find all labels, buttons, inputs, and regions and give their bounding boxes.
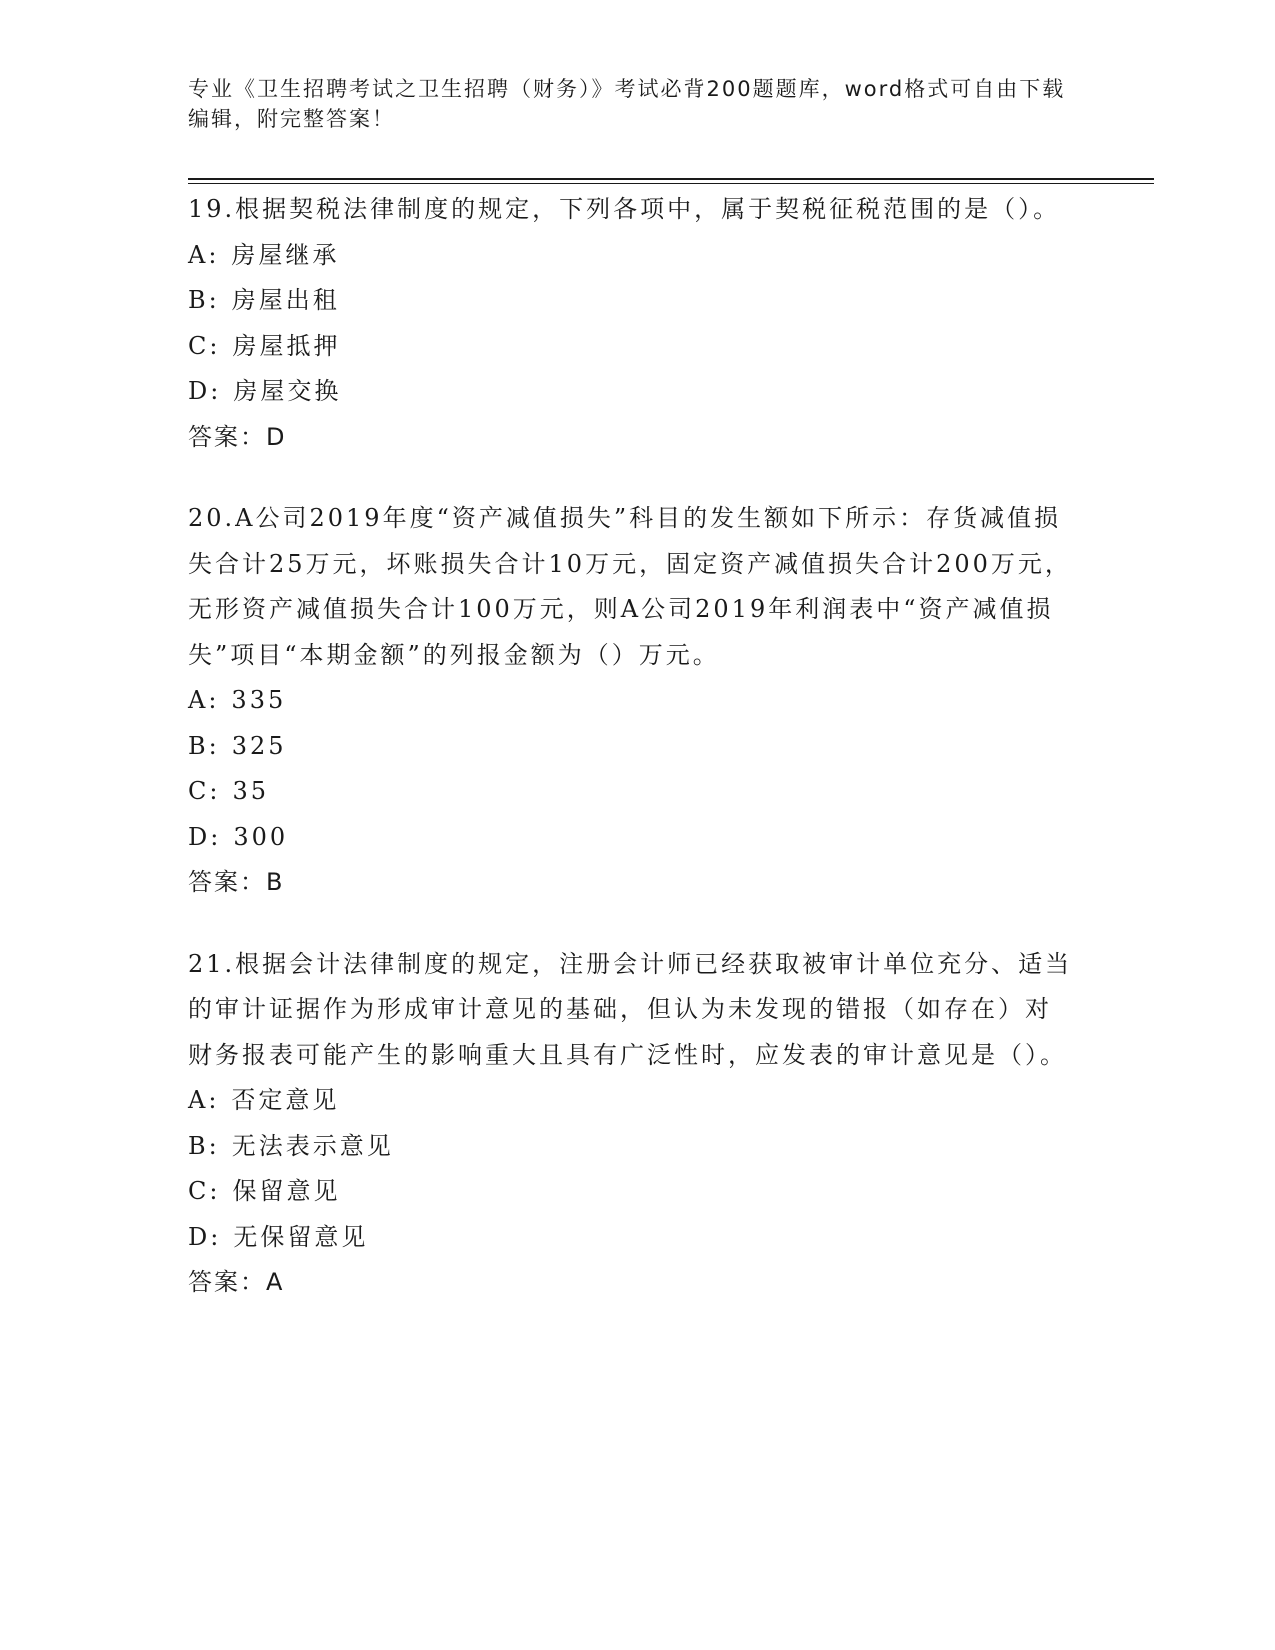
option-letter: C: xyxy=(188,331,221,360)
option-letter: C: xyxy=(188,777,221,805)
document-header: 专业《卫生招聘考试之卫生招聘（财务）》考试必背200题题库，word格式可自由下载编辑，附完整答案！ xyxy=(188,77,1066,131)
option-letter: A: xyxy=(188,1086,220,1114)
option-text: 保留意见 xyxy=(232,1177,341,1205)
option-a xyxy=(188,678,1078,724)
option-b xyxy=(188,1124,1078,1170)
option-text: 35 xyxy=(232,777,269,805)
option-text: 335 xyxy=(231,686,287,714)
option-text: 房屋抵押 xyxy=(232,331,341,360)
answer: 答案：D xyxy=(188,422,287,451)
option-letter: A: xyxy=(188,686,220,714)
option-letter: D: xyxy=(188,822,222,851)
option-d xyxy=(188,1215,1078,1261)
option-text: 无保留意见 xyxy=(233,1222,369,1251)
option-text: 房屋交换 xyxy=(233,377,342,405)
option-text: 325 xyxy=(231,731,287,760)
option-d xyxy=(188,369,1078,415)
option-letter: D: xyxy=(188,1222,222,1251)
question-19 xyxy=(188,187,1078,460)
question-20 xyxy=(188,496,1078,906)
option-letter: B: xyxy=(188,731,220,760)
option-letter: C: xyxy=(188,1177,221,1205)
option-c xyxy=(188,324,1078,370)
option-letter: D: xyxy=(188,377,222,405)
question-21 xyxy=(188,942,1078,1306)
option-c xyxy=(188,769,1078,815)
answer: 答案：B xyxy=(188,868,285,896)
option-text: 无法表示意见 xyxy=(231,1131,394,1160)
option-c xyxy=(188,1169,1078,1215)
option-d xyxy=(188,815,1078,861)
question-list xyxy=(188,187,1078,1342)
option-b xyxy=(188,724,1078,770)
option-letter: A: xyxy=(188,240,220,269)
option-b xyxy=(188,278,1078,324)
option-letter: B: xyxy=(188,286,220,314)
question-stem: 21.根据会计法律制度的规定，注册会计师已经获取被审计单位充分、适当的审计证据作为形成审计意见的基础，但认为未发现的错报（如存在）对财务报表可能产生的影响重大且具有广泛性时，应发表的审计意见是（）。 xyxy=(188,949,1073,1069)
question-stem: 19.根据契税法律制度的规定，下列各项中，属于契税征税范围的是（）。 xyxy=(188,195,1061,223)
question-stem: 20.A公司2019年度“资产减值损失”科目的发生额如下所示：存货减值损失合计25万元，坏账损失合计10万元，固定资产减值损失合计200万元，无形资产减值损失合计100万元，则A公司2019年利润表中“资产减值损失”项目“本期金额”的列报金额为（）万元。 xyxy=(188,504,1072,669)
option-a xyxy=(188,233,1078,279)
answer: 答案：A xyxy=(188,1268,285,1296)
header-divider-thin xyxy=(188,183,1154,184)
option-text: 房屋继承 xyxy=(231,240,340,269)
option-letter: B: xyxy=(188,1131,220,1160)
option-a xyxy=(188,1078,1078,1124)
header-divider-thick xyxy=(188,178,1154,180)
option-text: 房屋出租 xyxy=(231,286,340,314)
option-text: 300 xyxy=(233,822,289,851)
option-text: 否定意见 xyxy=(231,1086,340,1114)
